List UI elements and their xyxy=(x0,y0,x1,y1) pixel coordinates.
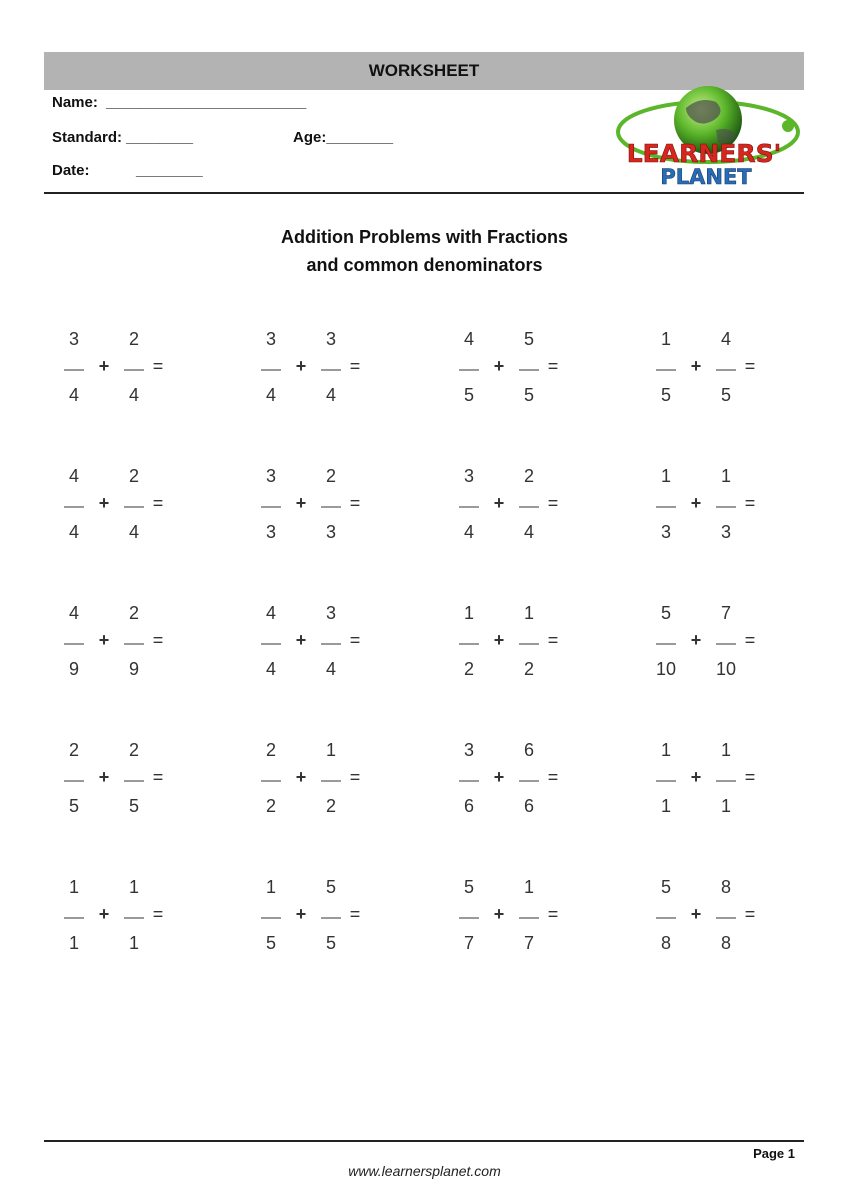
age-field: Age:________ xyxy=(293,129,394,146)
fraction-bar xyxy=(716,917,736,919)
numerator-1: 3 xyxy=(463,466,474,486)
page-number: Page 1 xyxy=(753,1146,795,1161)
name-field: Name: ________________________ xyxy=(52,94,307,111)
equals-sign: = xyxy=(547,904,559,924)
numerator-2: 8 xyxy=(720,877,731,897)
fraction-bar xyxy=(321,780,341,782)
fraction-problem xyxy=(56,329,168,415)
plus-sign: + xyxy=(98,630,110,650)
denominator-2: 2 xyxy=(523,659,534,679)
numerator-2: 2 xyxy=(523,466,534,486)
numerator-2: 3 xyxy=(325,329,336,349)
denominator-1: 7 xyxy=(463,933,474,953)
equals-sign: = xyxy=(152,630,164,650)
denominator-2: 4 xyxy=(325,659,336,679)
fraction-bar xyxy=(321,506,341,508)
fraction-bar xyxy=(124,643,144,645)
fraction-bar xyxy=(64,780,84,782)
fraction-bar xyxy=(519,369,539,371)
plus-sign: + xyxy=(295,493,307,513)
fraction-bar xyxy=(656,917,676,919)
numerator-2: 1 xyxy=(325,740,336,760)
numerator-1: 5 xyxy=(660,603,671,623)
fraction-bar xyxy=(459,780,479,782)
equals-sign: = xyxy=(744,630,756,650)
numerator-1: 2 xyxy=(68,740,79,760)
numerator-1: 4 xyxy=(463,329,474,349)
numerator-1: 1 xyxy=(660,466,671,486)
denominator-2: 5 xyxy=(523,385,534,405)
numerator-1: 1 xyxy=(463,603,474,623)
orbit-dot xyxy=(782,120,794,132)
plus-sign: + xyxy=(295,630,307,650)
numerator-2: 5 xyxy=(325,877,336,897)
fraction-bar xyxy=(519,643,539,645)
denominator-2: 4 xyxy=(128,522,139,542)
equals-sign: = xyxy=(744,767,756,787)
numerator-2: 2 xyxy=(325,466,336,486)
fraction-problem xyxy=(56,466,168,552)
equals-sign: = xyxy=(349,630,361,650)
date-line: ________ xyxy=(136,162,203,179)
logo-word-planet: PLANET xyxy=(660,165,752,189)
denominator-2: 4 xyxy=(325,385,336,405)
numerator-1: 1 xyxy=(660,329,671,349)
fraction-problem xyxy=(253,877,365,963)
denominator-1: 4 xyxy=(265,385,276,405)
denominator-1: 2 xyxy=(265,796,276,816)
plus-sign: + xyxy=(690,904,702,924)
equals-sign: = xyxy=(547,356,559,376)
fraction-bar xyxy=(656,506,676,508)
denominator-1: 4 xyxy=(463,522,474,542)
fraction-problem xyxy=(253,466,365,552)
plus-sign: + xyxy=(98,767,110,787)
fraction-bar xyxy=(64,643,84,645)
fraction-problem xyxy=(56,603,168,689)
fraction-bar xyxy=(459,917,479,919)
denominator-2: 10 xyxy=(715,659,737,679)
fraction-bar xyxy=(321,917,341,919)
denominator-1: 4 xyxy=(68,385,79,405)
plus-sign: + xyxy=(690,356,702,376)
fraction-bar xyxy=(321,369,341,371)
plus-sign: + xyxy=(295,767,307,787)
equals-sign: = xyxy=(547,493,559,513)
numerator-2: 1 xyxy=(128,877,139,897)
fraction-bar xyxy=(656,643,676,645)
fraction-bar xyxy=(459,643,479,645)
fraction-bar xyxy=(656,780,676,782)
denominator-2: 1 xyxy=(128,933,139,953)
fraction-bar xyxy=(261,917,281,919)
numerator-2: 1 xyxy=(523,877,534,897)
worksheet-header-bar xyxy=(44,52,804,90)
denominator-2: 5 xyxy=(128,796,139,816)
plus-sign: + xyxy=(98,493,110,513)
numerator-2: 7 xyxy=(720,603,731,623)
plus-sign: + xyxy=(690,630,702,650)
numerator-2: 6 xyxy=(523,740,534,760)
equals-sign: = xyxy=(744,493,756,513)
numerator-1: 1 xyxy=(265,877,276,897)
denominator-1: 1 xyxy=(68,933,79,953)
denominator-2: 8 xyxy=(720,933,731,953)
denominator-2: 5 xyxy=(720,385,731,405)
plus-sign: + xyxy=(493,630,505,650)
numerator-1: 4 xyxy=(265,603,276,623)
header-divider xyxy=(44,192,804,194)
plus-sign: + xyxy=(493,767,505,787)
equals-sign: = xyxy=(152,356,164,376)
denominator-2: 5 xyxy=(325,933,336,953)
denominator-1: 3 xyxy=(265,522,276,542)
denominator-2: 6 xyxy=(523,796,534,816)
logo-word-learners: LEARNERS' xyxy=(626,139,782,168)
worksheet-title: WORKSHEET xyxy=(368,61,480,80)
fraction-bar xyxy=(124,780,144,782)
plus-sign: + xyxy=(690,493,702,513)
fraction-bar xyxy=(716,780,736,782)
equals-sign: = xyxy=(547,630,559,650)
fraction-problem xyxy=(253,329,365,415)
fraction-bar xyxy=(261,643,281,645)
fraction-problem xyxy=(451,740,563,826)
denominator-2: 9 xyxy=(128,659,139,679)
fraction-bar xyxy=(656,369,676,371)
numerator-1: 2 xyxy=(265,740,276,760)
denominator-1: 4 xyxy=(265,659,276,679)
fraction-bar xyxy=(261,506,281,508)
numerator-1: 1 xyxy=(660,740,671,760)
fraction-bar xyxy=(459,369,479,371)
fraction-bar xyxy=(716,506,736,508)
denominator-2: 3 xyxy=(325,522,336,542)
footer-url: www.learnersplanet.com xyxy=(348,1163,501,1179)
plus-sign: + xyxy=(98,904,110,924)
plus-sign: + xyxy=(690,767,702,787)
footer-divider xyxy=(44,1140,804,1142)
equals-sign: = xyxy=(152,493,164,513)
fraction-problem xyxy=(648,466,760,552)
denominator-1: 6 xyxy=(463,796,474,816)
plus-sign: + xyxy=(493,356,505,376)
plus-sign: + xyxy=(295,356,307,376)
date-label: Date: xyxy=(52,162,90,179)
numerator-1: 3 xyxy=(463,740,474,760)
fraction-bar xyxy=(64,369,84,371)
learners-planet-logo xyxy=(608,86,800,190)
denominator-1: 5 xyxy=(660,385,671,405)
denominator-1: 2 xyxy=(463,659,474,679)
equals-sign: = xyxy=(152,767,164,787)
equals-sign: = xyxy=(349,493,361,513)
numerator-2: 5 xyxy=(523,329,534,349)
fraction-bar xyxy=(124,369,144,371)
worksheet-heading-line2: and common denominators xyxy=(306,255,543,275)
fraction-bar xyxy=(716,369,736,371)
fraction-problem xyxy=(451,603,563,689)
fraction-bar xyxy=(321,643,341,645)
denominator-2: 3 xyxy=(720,522,731,542)
numerator-1: 3 xyxy=(265,466,276,486)
fraction-bar xyxy=(716,643,736,645)
plus-sign: + xyxy=(493,493,505,513)
fraction-bar xyxy=(64,917,84,919)
plus-sign: + xyxy=(295,904,307,924)
fraction-bar xyxy=(519,780,539,782)
fraction-problem xyxy=(648,740,760,826)
numerator-2: 2 xyxy=(128,603,139,623)
denominator-1: 5 xyxy=(265,933,276,953)
equals-sign: = xyxy=(349,356,361,376)
numerator-2: 2 xyxy=(128,740,139,760)
numerator-2: 3 xyxy=(325,603,336,623)
numerator-1: 5 xyxy=(660,877,671,897)
fraction-problem xyxy=(451,466,563,552)
fraction-problem xyxy=(648,877,760,963)
fraction-problem xyxy=(648,329,760,415)
worksheet-heading-line1: Addition Problems with Fractions xyxy=(280,227,568,247)
numerator-2: 1 xyxy=(523,603,534,623)
plus-sign: + xyxy=(493,904,505,924)
fraction-problem xyxy=(56,740,168,826)
numerator-1: 3 xyxy=(68,329,79,349)
numerator-2: 4 xyxy=(720,329,731,349)
numerator-1: 3 xyxy=(265,329,276,349)
denominator-1: 5 xyxy=(463,385,474,405)
standard-field: Standard: ________ xyxy=(52,129,193,146)
denominator-2: 2 xyxy=(325,796,336,816)
fraction-bar xyxy=(124,917,144,919)
fraction-bar xyxy=(519,917,539,919)
numerator-1: 5 xyxy=(463,877,474,897)
numerator-1: 4 xyxy=(68,466,79,486)
fraction-problem xyxy=(451,329,563,415)
denominator-1: 4 xyxy=(68,522,79,542)
numerator-1: 4 xyxy=(68,603,79,623)
denominator-1: 1 xyxy=(660,796,671,816)
fraction-problem xyxy=(648,603,760,689)
denominator-1: 5 xyxy=(68,796,79,816)
denominator-1: 8 xyxy=(660,933,671,953)
fraction-bar xyxy=(261,369,281,371)
fraction-bar xyxy=(124,506,144,508)
numerator-1: 1 xyxy=(68,877,79,897)
equals-sign: = xyxy=(744,356,756,376)
plus-sign: + xyxy=(98,356,110,376)
fraction-problem xyxy=(56,877,168,963)
fraction-bar xyxy=(459,506,479,508)
denominator-1: 9 xyxy=(68,659,79,679)
equals-sign: = xyxy=(349,767,361,787)
numerator-2: 1 xyxy=(720,740,731,760)
numerator-2: 2 xyxy=(128,329,139,349)
equals-sign: = xyxy=(152,904,164,924)
fraction-bar xyxy=(261,780,281,782)
denominator-2: 4 xyxy=(128,385,139,405)
denominator-2: 1 xyxy=(720,796,731,816)
fraction-bar xyxy=(64,506,84,508)
fraction-bar xyxy=(519,506,539,508)
fraction-problem xyxy=(253,740,365,826)
denominator-2: 4 xyxy=(523,522,534,542)
equals-sign: = xyxy=(744,904,756,924)
equals-sign: = xyxy=(547,767,559,787)
fraction-problem xyxy=(253,603,365,689)
denominator-1: 10 xyxy=(655,659,677,679)
numerator-2: 2 xyxy=(128,466,139,486)
equals-sign: = xyxy=(349,904,361,924)
numerator-2: 1 xyxy=(720,466,731,486)
fraction-problem xyxy=(451,877,563,963)
denominator-2: 7 xyxy=(523,933,534,953)
denominator-1: 3 xyxy=(660,522,671,542)
